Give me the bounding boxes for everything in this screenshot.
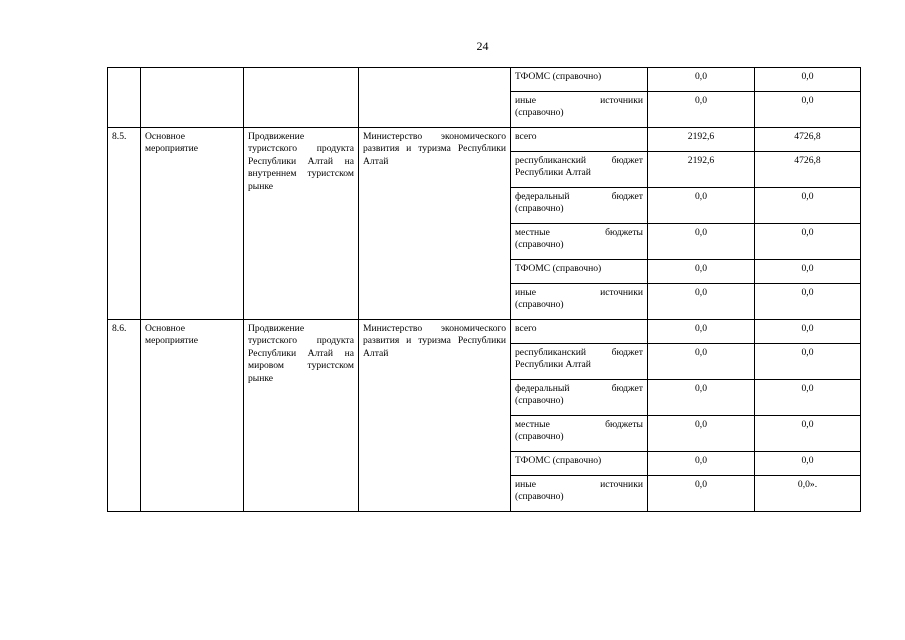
value-year2-cell: 0,0 [755, 380, 861, 416]
funding-source-label: всего [515, 323, 537, 334]
funding-source-cell [511, 188, 648, 224]
event-name-cell: Продвижение туристского продукта Республики Алтай на мировом туристском рынке [244, 320, 359, 512]
funding-source-label: федеральный бюджет [515, 383, 643, 394]
funding-source-label-cont: (справочно) [515, 491, 564, 503]
funding-source-label: ТФОМС (справочно) [515, 455, 602, 466]
item-number-cell: 8.5. [108, 128, 141, 320]
funding-source-label-cont: (справочно) [515, 107, 564, 119]
budget-table-body [108, 68, 861, 512]
funding-source-label-cont: (справочно) [515, 395, 564, 407]
funding-source-label: иные источники [515, 95, 643, 106]
funding-source-label: всего [515, 131, 537, 142]
value-year2-cell: 0,0 [755, 416, 861, 452]
funding-source-label-cont: (справочно) [515, 299, 564, 311]
funding-source-label: ТФОМС (справочно) [515, 263, 602, 274]
executor-cell: Министерство экономического развития и туризма Республики Алтай [359, 128, 511, 320]
value-year2-cell: 0,0 [755, 284, 861, 320]
funding-source-cell [511, 68, 648, 92]
event-type-cell: Основное мероприятие [141, 320, 244, 512]
value-year2-cell: 4726,8 [755, 152, 861, 188]
page-number: 24 [476, 39, 489, 53]
value-year2-cell: 0,0 [755, 68, 861, 92]
value-year2-cell: 0,0 [755, 224, 861, 260]
funding-source-cell [511, 284, 648, 320]
executor-cell: Министерство экономического развития и туризма Республики Алтай [359, 320, 511, 512]
funding-source-cell [511, 476, 648, 512]
budget-table [107, 67, 861, 512]
table-row [108, 68, 861, 92]
event-type-cell: Основное мероприятие [141, 128, 244, 320]
funding-source-label: республиканский бюджет [515, 155, 643, 166]
value-year2-cell: 0,0 [755, 260, 861, 284]
value-year1-cell: 0,0 [648, 320, 755, 344]
value-year2-cell: 0,0 [755, 344, 861, 380]
value-year1-cell: 0,0 [648, 92, 755, 128]
event-type-cell [141, 68, 244, 128]
executor-cell [359, 68, 511, 128]
value-year2-cell: 4726,8 [755, 128, 861, 152]
funding-source-label: местные бюджеты [515, 419, 643, 430]
funding-source-label: иные источники [515, 287, 643, 298]
value-year2-cell: 0,0 [755, 92, 861, 128]
item-number-cell: 8.6. [108, 320, 141, 512]
funding-source-cell [511, 320, 648, 344]
funding-source-label-cont: Республики Алтай [515, 167, 591, 179]
funding-source-label: федеральный бюджет [515, 191, 643, 202]
event-name-cell [244, 68, 359, 128]
value-year1-cell: 0,0 [648, 188, 755, 224]
funding-source-label: иные источники [515, 479, 643, 490]
value-year1-cell: 0,0 [648, 224, 755, 260]
table-row [108, 128, 861, 152]
value-year1-cell: 0,0 [648, 284, 755, 320]
funding-source-label-cont: (справочно) [515, 431, 564, 443]
value-year1-cell: 0,0 [648, 416, 755, 452]
value-year2-cell: 0,0 [755, 320, 861, 344]
funding-source-label-cont: (справочно) [515, 239, 564, 251]
value-year2-cell: 0,0». [755, 476, 861, 512]
value-year1-cell: 0,0 [648, 380, 755, 416]
funding-source-label: местные бюджеты [515, 227, 643, 238]
value-year1-cell: 2192,6 [648, 128, 755, 152]
value-year1-cell: 0,0 [648, 344, 755, 380]
event-name-cell: Продвижение туристского продукта Республики Алтай на внутреннем туристском рынке [244, 128, 359, 320]
value-year2-cell: 0,0 [755, 188, 861, 224]
funding-source-cell [511, 224, 648, 260]
table-row [108, 320, 861, 344]
funding-source-cell [511, 452, 648, 476]
value-year1-cell: 0,0 [648, 476, 755, 512]
value-year1-cell: 0,0 [648, 452, 755, 476]
funding-source-label: ТФОМС (справочно) [515, 71, 602, 82]
funding-source-cell [511, 92, 648, 128]
funding-source-label: республиканский бюджет [515, 347, 643, 358]
funding-source-cell [511, 260, 648, 284]
value-year2-cell: 0,0 [755, 452, 861, 476]
value-year1-cell: 2192,6 [648, 152, 755, 188]
item-number-cell [108, 68, 141, 128]
funding-source-label-cont: Республики Алтай [515, 359, 591, 371]
value-year1-cell: 0,0 [648, 260, 755, 284]
funding-source-cell [511, 380, 648, 416]
funding-source-cell [511, 128, 648, 152]
funding-source-cell [511, 416, 648, 452]
funding-source-cell [511, 152, 648, 188]
value-year1-cell: 0,0 [648, 68, 755, 92]
funding-source-cell [511, 344, 648, 380]
funding-source-label-cont: (справочно) [515, 203, 564, 215]
